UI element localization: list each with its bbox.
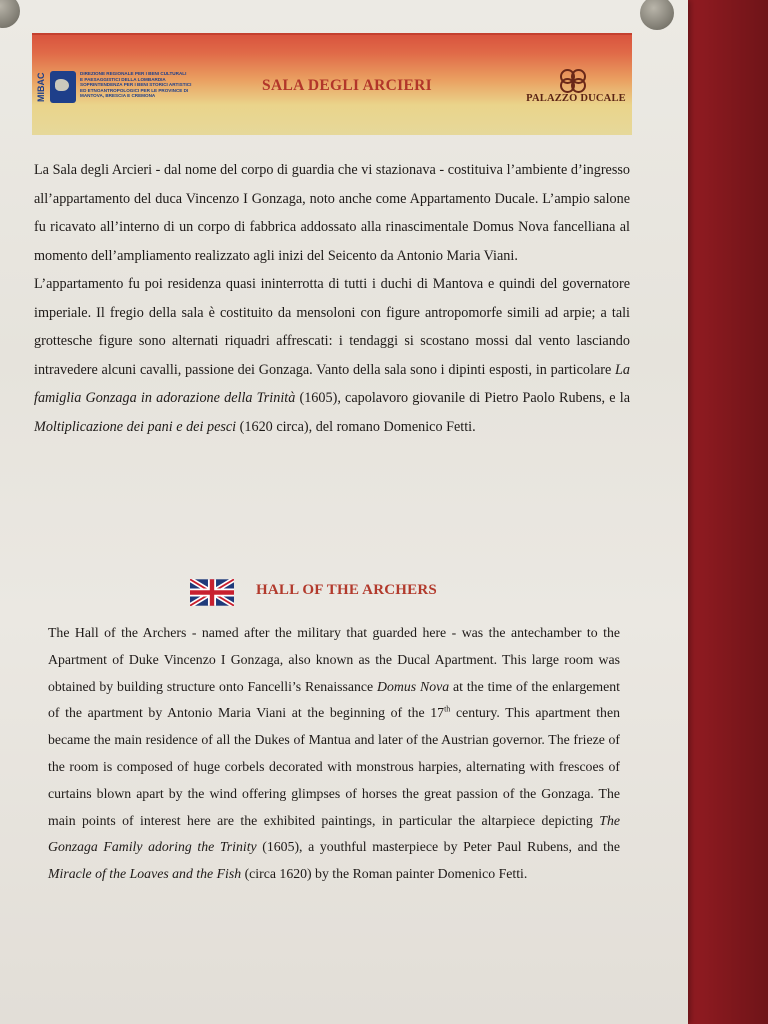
italian-paragraph-1: La Sala degli Arcieri - dal nome del corpo di guardia che vi stazionava - costituiva l’ambiente d’ingresso all’appartamento del duca Vincenzo I Gonzaga, noto anche come Appartamento Ducale. L’ampio salone fu ricavato all’interno di un corpo di fabbrica addossato alla rinascimentale Domus Nova fancelliana al momento dell’ampliamento realizzato agli inizi del Seicento da Antonio Maria Viani. (34, 162, 630, 264)
mibac-logo-text: MIBAC (36, 72, 46, 102)
mibac-line: E PAESAGGISTICI DELLA LOMBARDIA (80, 76, 166, 82)
page-title: SALA DEGLI ARCIERI (262, 77, 432, 94)
english-title: HALL OF THE ARCHERS (256, 582, 437, 598)
palazzo-rings-icon (556, 69, 592, 91)
painting-title: Moltiplicazione dei pani e dei pesci (34, 418, 237, 435)
italian-paragraph-2: L’appartamento fu poi residenza quasi ininterrotta di tutti i duchi di Mantova e quindi del governatore imperiale. Il fregio della sala è costituito da mensoloni con figure antropomorfe simili ad arpie; a tali grottesche figure sono alternati riquadri affrescati: i tendaggi si scostano mossi dal vento lasciando intravedere alcuni cavalli, passione dei Gonzaga. Vanto della sala sono i dipinti esposti, in particolare La famiglia Gonzaga in adorazione della Trinità (1605), capolavoro giovanile di Pietro Paolo Rubens, e la Moltiplicazione dei pani e dei pesci (1620 circa), del romano Domenico Fetti. (34, 276, 630, 435)
painting-title: The Gonzaga Family adoring the Trinity (48, 812, 620, 855)
screw-icon (640, 0, 674, 30)
union-jack-flag-icon (190, 579, 234, 606)
mibac-line: SOPRINTENDENZA PER I BENI STORICI ARTISTICI (80, 82, 192, 88)
header-banner (32, 33, 632, 135)
painting-title: La famiglia Gonzaga in adorazione della Trinità (34, 361, 630, 406)
painting-title: Miracle of the Loaves and the Fish (48, 866, 242, 882)
italian-description (34, 156, 630, 441)
screw-icon (0, 0, 20, 28)
domus-nova: Domus Nova (377, 678, 450, 694)
english-paragraph: The Hall of the Archers - named after the military that guarded here - was the antechamber to the Apartment of Duke Vincenzo I Gonzaga, also known as the Ducal Apartment. This large room was obtained by building structure onto Fancelli’s Renaissance Domus Nova at the time of the enlargement of the apartment by Antonio Maria Viani at the beginning of the 17th century. This apartment then became the main residence of all the Dukes of Mantua and later of the Austrian governor. The frieze of the room is composed of huge corbels decorated with monstrous harpies, alternating with frescoes of curtains blown apart by the wind offering glimpses of horses the great passion of the Gonzaga. The main points of interest here are the exhibited paintings, in particular the altarpiece depicting The Gonzaga Family adoring the Trinity (1605), a youthful masterpiece by Peter Paul Rubens, and the Miracle of the Loaves and the Fish (circa 1620) by the Roman painter Domenico Fetti. (48, 625, 620, 882)
mibac-line: ED ETNOANTROPOLOGICI PER LE PROVINCE DI (80, 87, 189, 93)
palazzo-logo-text: PALAZZO DUCALE (526, 93, 626, 104)
english-description (48, 620, 620, 888)
mibac-line: MANTOVA, BRESCIA E CREMONA (80, 93, 156, 99)
mibac-line: DIREZIONE REGIONALE PER I BENI CULTURALI (80, 71, 187, 76)
palazzo-ducale-logo (526, 69, 626, 107)
